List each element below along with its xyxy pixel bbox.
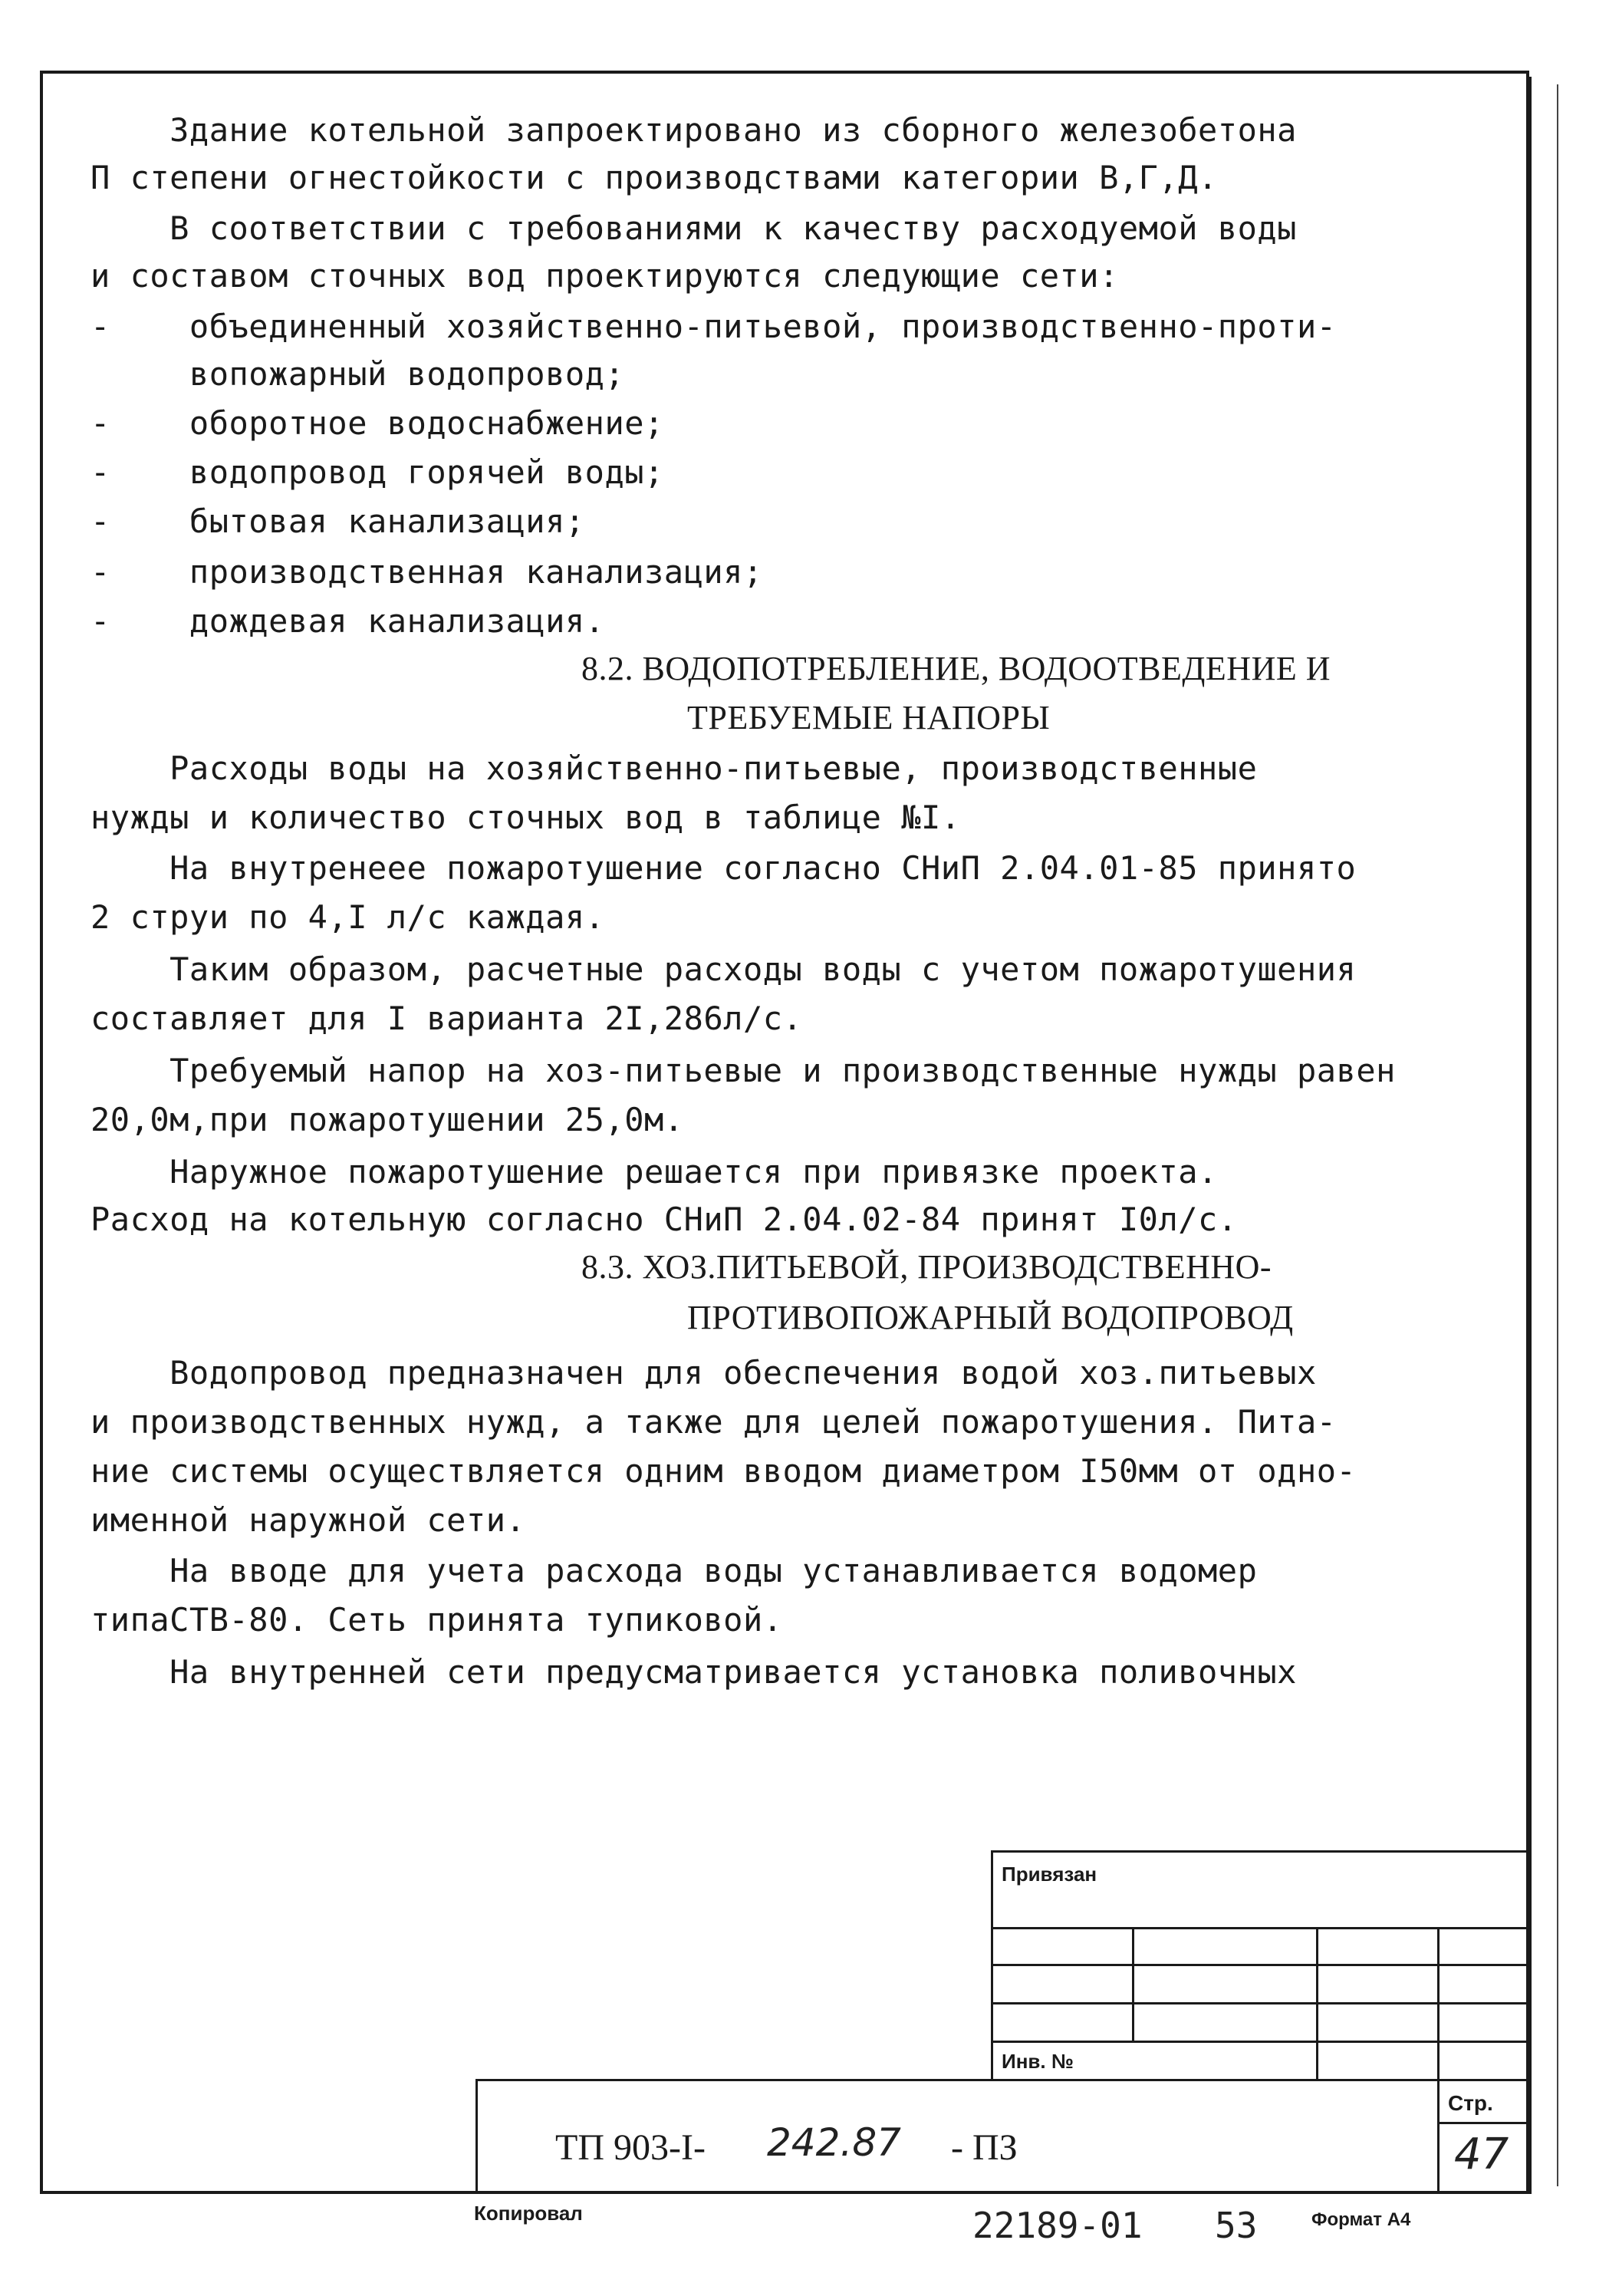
list-item: - объединенный хозяйственно-питьевой, производственно-проти-: [90, 308, 1337, 345]
body-line: П степени огнестойкости с производствами категории В,Г,Д.: [90, 159, 1218, 196]
body-line: На вводе для учета расхода воды устанавливается водомер: [90, 1552, 1258, 1589]
stamp-border-top: [991, 1850, 1529, 1853]
section-heading: 8.2. ВОДОПОТРЕБЛЕНИЕ, ВОДООТВЕДЕНИЕ И: [581, 650, 1331, 687]
page-cell-line: [1437, 2122, 1529, 2124]
list-item: - производственная канализация;: [90, 553, 763, 591]
body-line: и производственных нужд, а также для целей пожаротушения. Пита-: [90, 1403, 1337, 1441]
body-line: нужды и количество сточных вод в таблице №I.: [90, 799, 961, 836]
stamp-row-line: [991, 1964, 1529, 1966]
section-heading: ТРЕБУЕМЫЕ НАПОРЫ: [687, 699, 1051, 736]
body-line: Расход на котельную согласно СНиП 2.04.02-84 принят I0л/с.: [90, 1201, 1238, 1238]
frame-edge-line: [1529, 77, 1532, 2194]
body-line: Таким образом, расчетные расходы воды с учетом пожаротушения: [90, 950, 1357, 988]
body-line: Наружное пожаротушение решается при привязке проекта.: [90, 1153, 1218, 1191]
body-line: Водопровод предназначен для обеспечения водой хоз.питьевых: [90, 1354, 1317, 1392]
body-line: 20,0м,при пожаротушении 25,0м.: [90, 1101, 684, 1138]
body-line: составляет для I варианта 2I,286л/с.: [90, 1000, 803, 1037]
list-item: - дождевая канализация.: [90, 602, 605, 640]
section-heading: 8.3. ХОЗ.ПИТЬЕВОЙ, ПРОИЗВОДСТВЕННО-: [581, 1248, 1272, 1286]
stamp-row-line: [991, 2002, 1529, 2004]
doc-code: ТП 903-I-: [555, 2127, 706, 2168]
copied-label: Копировал: [474, 2202, 583, 2225]
section-heading: ПРОТИВОПОЖАРНЫЙ ВОДОПРОВОД: [687, 1299, 1294, 1336]
stamp-row-line: [991, 2041, 1529, 2043]
stamp-col-line: [1437, 1927, 1440, 2080]
stamp-row-line: [991, 1927, 1529, 1929]
stamp-col-line: [1316, 1927, 1318, 2080]
body-line: типаСТВ-80. Сеть принята тупиковой.: [90, 1601, 783, 1639]
privyazan-label: Привязан: [1002, 1863, 1097, 1886]
page-label: Стр.: [1448, 2091, 1493, 2115]
code-box-right: [1437, 2079, 1440, 2194]
body-line: На внутренней сети предусматривается установка поливочных: [90, 1653, 1297, 1691]
body-line: Здание котельной запроектировано из сборного железобетона: [90, 111, 1297, 149]
list-item-continuation: вопожарный водопровод;: [90, 355, 625, 393]
list-item: - бытовая канализация;: [90, 502, 585, 540]
doc-code-handwritten: 242.87: [767, 2120, 901, 2165]
doc-suffix: - ПЗ: [951, 2127, 1018, 2168]
list-item: - оборотное водоснабжение;: [90, 404, 664, 442]
code-box-left: [475, 2079, 478, 2194]
body-line: Расходы воды на хозяйственно-питьевые, производственные: [90, 749, 1258, 787]
stamp-col-line: [1132, 1927, 1134, 2041]
order-number: 22189-01: [972, 2205, 1143, 2246]
code-box-top: [475, 2079, 1529, 2081]
inv-no-label: Инв. №: [1002, 2050, 1074, 2073]
body-line: На внутренеее пожаротушение согласно СНиП 2.04.01-85 принято: [90, 849, 1357, 887]
format-label: Формат А4: [1311, 2209, 1411, 2230]
body-line: 2 струи по 4,I л/с каждая.: [90, 898, 605, 936]
body-line: Требуемый напор на хоз-питьевые и производственные нужды равен: [90, 1052, 1396, 1089]
body-line: и составом сточных вод проектируются следующие сети:: [90, 257, 1119, 295]
page-number: 47: [1454, 2130, 1509, 2179]
body-line: именной наружной сети.: [90, 1501, 526, 1539]
sheet-number: 53: [1215, 2205, 1258, 2246]
frame-outer-edge-line: [1557, 84, 1558, 2186]
body-line: В соответствии с требованиями к качеству расходуемой воды: [90, 209, 1297, 247]
body-line: ние системы осуществляется одним вводом диаметром I50мм от одно-: [90, 1452, 1357, 1490]
list-item: - водопровод горячей воды;: [90, 453, 664, 491]
